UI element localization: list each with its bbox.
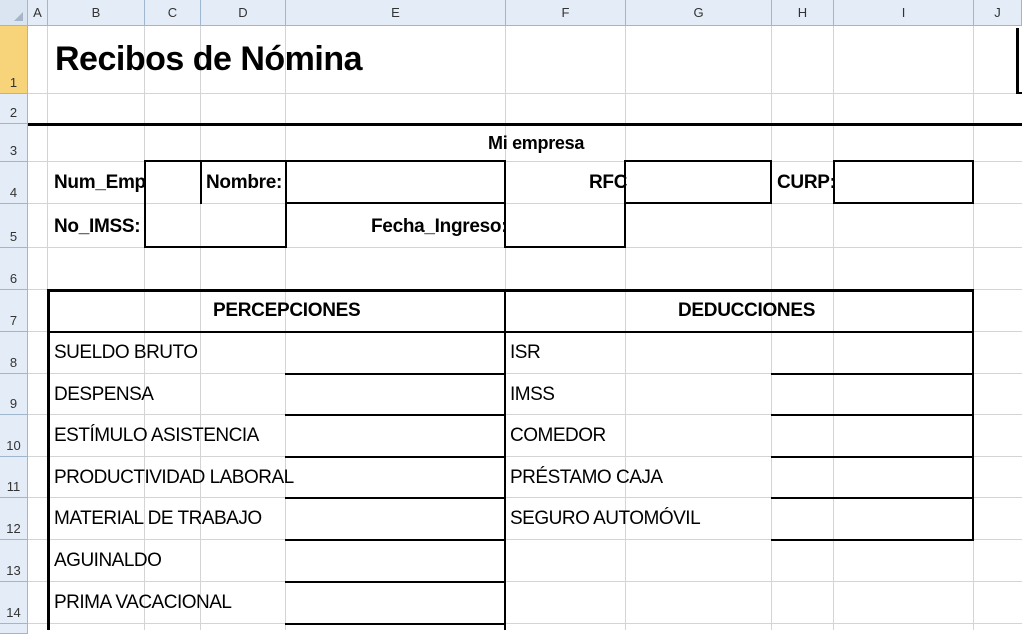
column-header-b[interactable]: B bbox=[48, 0, 145, 26]
deducciones-header: DEDUCCIONES bbox=[678, 300, 816, 321]
row-header-9[interactable]: 9 bbox=[0, 374, 28, 415]
row-header-12[interactable]: 12 bbox=[0, 498, 28, 540]
nombre-label: Nombre: bbox=[206, 172, 283, 193]
company-name: Mi empresa bbox=[488, 133, 585, 153]
row-header-10[interactable]: 10 bbox=[0, 415, 28, 457]
cell-border bbox=[144, 202, 146, 248]
gridline bbox=[28, 93, 1022, 94]
cell-border bbox=[285, 160, 506, 162]
percepcion-item: ESTÍMULO ASISTENCIA bbox=[54, 425, 259, 446]
row-header-5[interactable]: 5 bbox=[0, 204, 28, 248]
percepcion-item: SUELDO BRUTO bbox=[54, 342, 198, 363]
rfc-label: RFC bbox=[589, 172, 628, 193]
select-all-corner[interactable] bbox=[0, 0, 28, 26]
value-underline bbox=[285, 497, 505, 499]
column-header-c[interactable]: C bbox=[145, 0, 201, 26]
row-header-3[interactable]: 3 bbox=[0, 124, 28, 162]
gridline bbox=[28, 623, 1022, 624]
table-header-border bbox=[47, 331, 974, 333]
deduccion-item: PRÉSTAMO CAJA bbox=[510, 467, 663, 488]
row-header-4[interactable]: 4 bbox=[0, 162, 28, 204]
cell-border bbox=[972, 160, 974, 204]
value-underline bbox=[771, 373, 974, 375]
percepcion-item: DESPENSA bbox=[54, 384, 154, 405]
cell-border bbox=[504, 160, 506, 204]
cell-border bbox=[770, 160, 772, 204]
percepcion-item: AGUINALDO bbox=[54, 550, 162, 571]
cell-border bbox=[200, 160, 202, 204]
value-underline bbox=[285, 539, 505, 541]
num-emp-label: Num_Emp bbox=[54, 172, 146, 193]
value-underline bbox=[285, 414, 505, 416]
percepcion-item: PRODUCTIVIDAD LABORAL bbox=[54, 467, 294, 488]
value-underline bbox=[771, 539, 974, 541]
percepciones-header: PERCEPCIONES bbox=[213, 300, 361, 321]
column-header-f[interactable]: F bbox=[506, 0, 626, 26]
deduccion-item: ISR bbox=[510, 342, 541, 363]
cell-border bbox=[833, 160, 974, 162]
table-border-left bbox=[47, 289, 50, 630]
curp-label: CURP: bbox=[777, 172, 836, 193]
row-header-13[interactable]: 13 bbox=[0, 540, 28, 582]
deduccion-item: SEGURO AUTOMÓVIL bbox=[510, 508, 701, 529]
cell-border bbox=[144, 160, 286, 162]
row-header-15[interactable] bbox=[0, 624, 28, 634]
cell-border bbox=[1016, 28, 1019, 94]
row-header-14[interactable]: 14 bbox=[0, 582, 28, 624]
column-header-a[interactable]: A bbox=[28, 0, 48, 26]
percepcion-item: MATERIAL DE TRABAJO bbox=[54, 508, 262, 529]
column-header-g[interactable]: G bbox=[626, 0, 772, 26]
cell-border bbox=[285, 202, 506, 204]
gridline bbox=[28, 581, 1022, 582]
column-header-e[interactable]: E bbox=[286, 0, 506, 26]
cell-border bbox=[144, 246, 287, 248]
cell-border bbox=[624, 202, 772, 204]
row-header-1[interactable]: 1 bbox=[0, 26, 28, 94]
cell-border bbox=[285, 160, 287, 248]
value-underline bbox=[285, 456, 505, 458]
deduccion-item: IMSS bbox=[510, 384, 555, 405]
row-header-8[interactable]: 8 bbox=[0, 332, 28, 374]
cell-border bbox=[833, 202, 974, 204]
fecha-ingreso-label: Fecha_Ingreso: bbox=[371, 216, 508, 237]
table-border-top bbox=[47, 289, 974, 292]
page-title: Recibos de Nómina bbox=[55, 40, 363, 78]
percepcion-item: PRIMA VACACIONAL bbox=[54, 592, 232, 613]
row-header-7[interactable]: 7 bbox=[0, 290, 28, 332]
value-underline bbox=[285, 581, 505, 583]
column-header-h[interactable]: H bbox=[772, 0, 834, 26]
column-header-d[interactable]: D bbox=[201, 0, 286, 26]
row-header-6[interactable]: 6 bbox=[0, 248, 28, 290]
table-border-middle bbox=[504, 289, 506, 630]
value-underline bbox=[771, 414, 974, 416]
cell-border bbox=[624, 160, 772, 162]
deduccion-item: COMEDOR bbox=[510, 425, 606, 446]
row-header-2[interactable]: 2 bbox=[0, 94, 28, 124]
value-underline bbox=[285, 373, 505, 375]
cell-border bbox=[1016, 92, 1022, 94]
value-underline bbox=[285, 623, 505, 625]
value-underline bbox=[771, 456, 974, 458]
row-header-11[interactable]: 11 bbox=[0, 457, 28, 498]
select-all-icon bbox=[14, 12, 23, 21]
form-border-top bbox=[28, 123, 1022, 126]
value-underline bbox=[771, 497, 974, 499]
column-header-j[interactable]: J bbox=[974, 0, 1022, 26]
no-imss-label: No_IMSS: bbox=[54, 216, 141, 237]
cell-border bbox=[504, 246, 626, 248]
column-header-i[interactable]: I bbox=[834, 0, 974, 26]
